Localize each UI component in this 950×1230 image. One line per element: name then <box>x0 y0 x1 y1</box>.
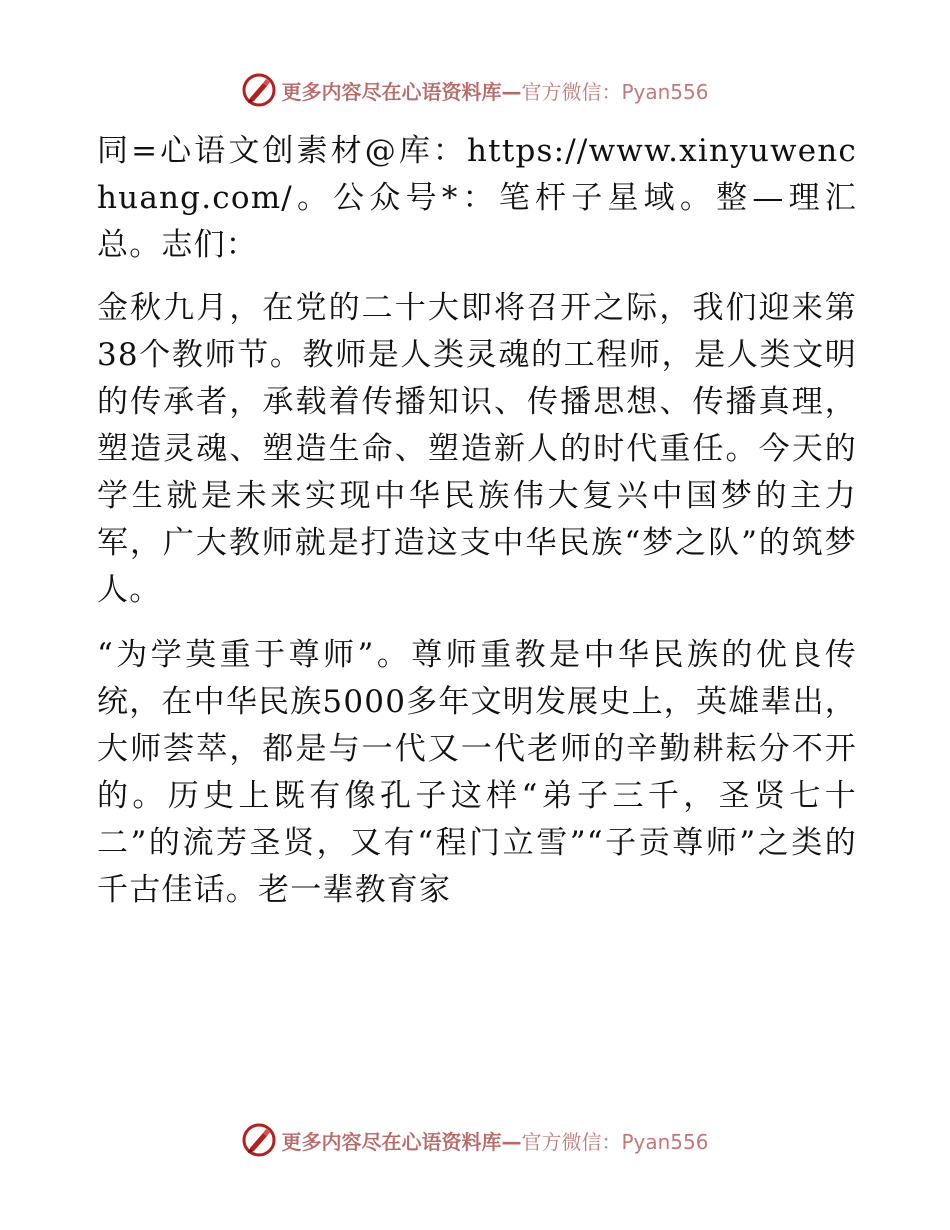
paragraph-1: 同=心语文创素材@库：https://www.xinyuwenchuang.com/。公众号*：笔杆子星域。整—理汇总。志们： <box>97 133 857 263</box>
document-body <box>97 128 857 932</box>
paragraph-3: “为学莫重于尊师”。尊师重教是中华民族的优良传统，在中华民族5000多年文明发展史上，英雄辈出，大师荟萃，都是与一代又一代老师的辛勤耕耘分不开的。历史上既有像孔子这样“弟子三千，圣贤七十二”的流芳圣贤，又有“程门立雪”“子贡尊师”之类的千古佳话。老一辈教育家 <box>97 637 857 908</box>
footer-watermark-banner <box>0 1120 950 1160</box>
pen-logo-icon <box>241 72 277 108</box>
header-watermark-banner <box>0 70 950 110</box>
banner-text: 更多内容尽在心语资料库— <box>281 79 522 104</box>
paragraph-2: 金秋九月，在党的二十大即将召开之际，我们迎来第38个教师节。教师是人类灵魂的工程师，是人类文明的传承者，承载着传播知识、传播思想、传播真理，塑造灵魂、塑造生命、塑造新人的时代重任。今天的学生就是未来实现中华民族伟大复兴中国梦的主力军，广大教师就是打造这支中华民族“梦之队”的筑梦人。 <box>97 290 857 608</box>
banner-wechat: 官方微信：Pyan556 <box>521 1129 709 1154</box>
banner-text: 更多内容尽在心语资料库— <box>281 1129 522 1154</box>
banner-wechat: 官方微信：Pyan556 <box>521 79 709 104</box>
pen-logo-icon <box>241 1122 277 1158</box>
